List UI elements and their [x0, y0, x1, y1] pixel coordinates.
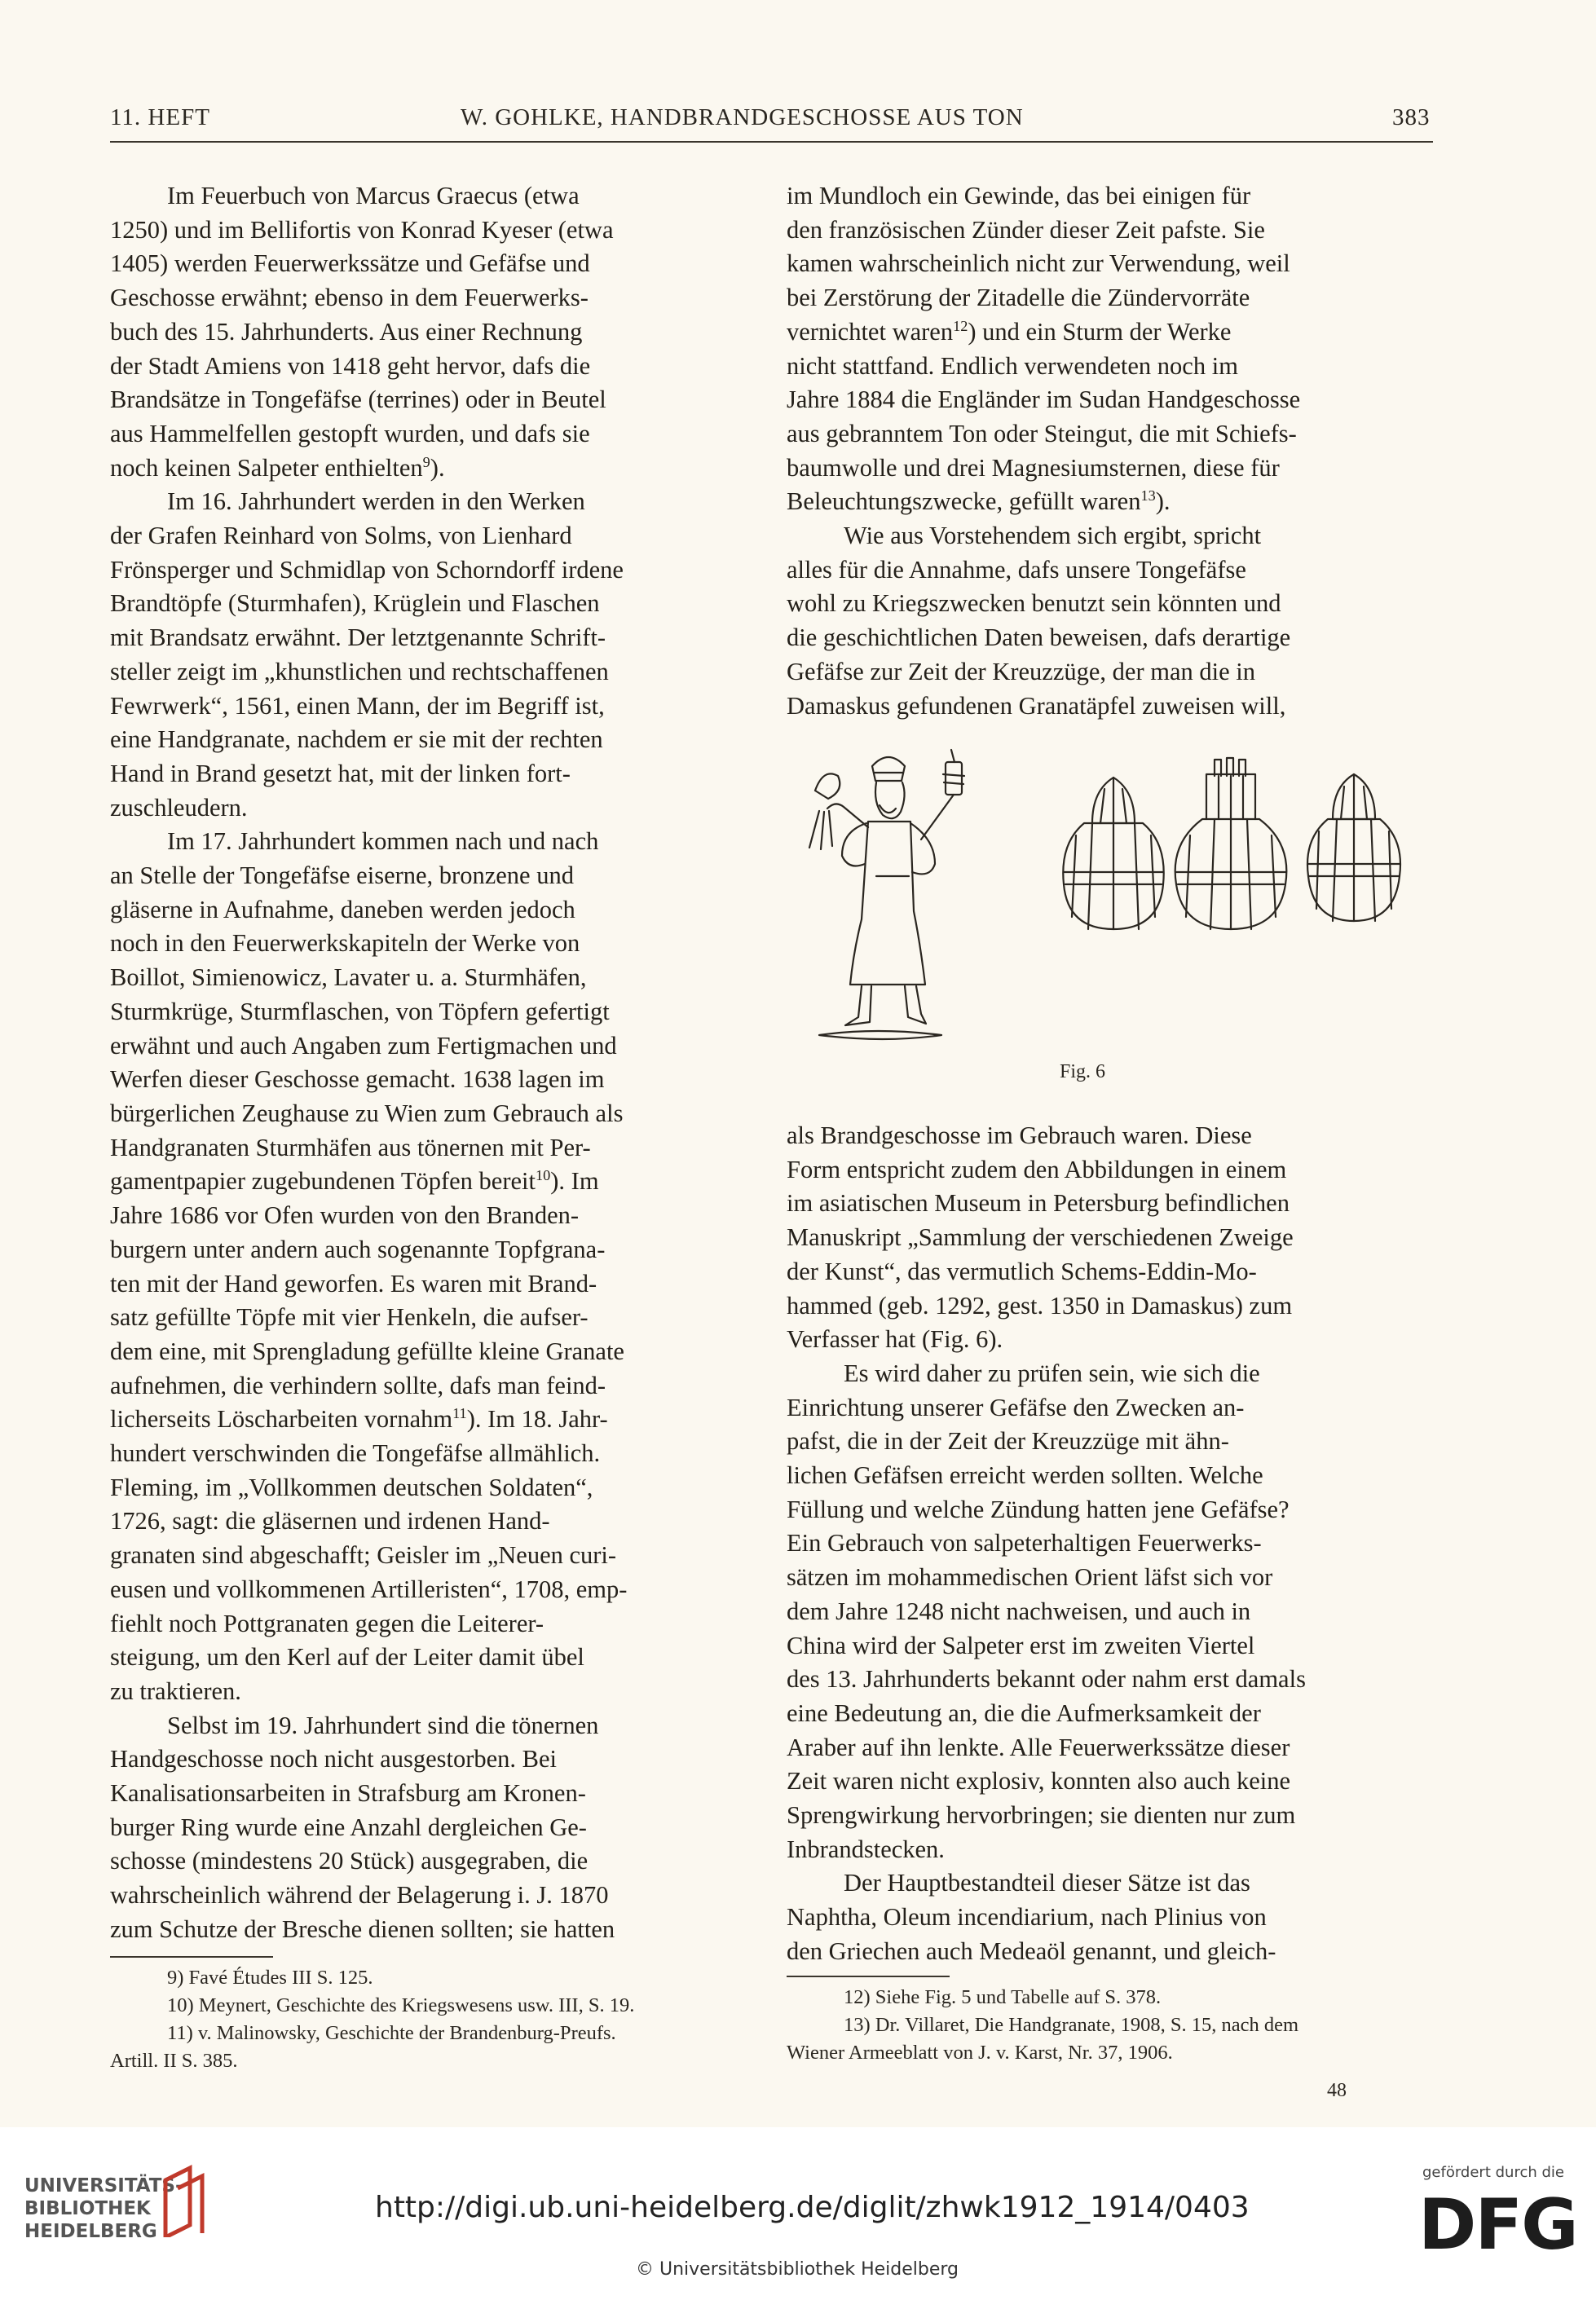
footnote: 13) Dr. Villaret, Die Handgranate, 1908, S. 15, nach dem Wiener Armeeblatt von J. v. Karst, Nr. 37, 1906. — [787, 2014, 1299, 2064]
text: Im Feuerbuch von Marcus Graecus (etwa 1250) und im Bellifortis von Konrad Kyeser (etwa 1405) werden Feuerwerkssätze und Gefäfse und Geschosse erwähnt; ebenso in dem Feuerwerks- buch des 15. Jahrhunderts. Aus einer Rechnung der Stadt Amiens von 1418 geht hervor, dafs die Brandsätze in Tongefäfse (terrines) oder in Beutel aus Hammelfellen gestopft wurden, und dafs sie noch keinen Salpeter enthielten — [110, 182, 614, 482]
text: ). Im Jahre 1686 vor Ofen wurden von den Branden- burgern unter andern auch sogenannte Topfgrana- ten mit der Hand geworfen. Es waren mit Brand- satz gefüllte Töpfe mit vier Henkeln, die aufser- dem eine, mit Sprengladung gefüllte kleine Granate aufnehmen, die verhindern sollte, dafs man feind- licherseits Löscharbeiten vornahm — [110, 1167, 624, 1434]
paragraph: Der Hauptbestandteil dieser Sätze ist das Naphtha, Oleum incendiarium, nach Plinius von den Griechen auch Medeaöl genannt, und gleich- — [787, 1869, 1276, 1965]
funded-by-label: gefördert durch die — [1422, 2164, 1564, 2181]
thrower-figure — [809, 750, 964, 1039]
library-logo-icon — [161, 2164, 210, 2237]
footnote-rule — [787, 1976, 950, 1977]
footnote: 9) Favé Études III S. 125. — [167, 1967, 373, 1989]
signature-mark: 48 — [1327, 2080, 1347, 2101]
header-rule — [110, 141, 1433, 143]
paragraph: Es wird daher zu prüfen sein, wie sich die Einrichtung unserer Gefäfse den Zwecken an- pafst, die in der Zeit der Kreuzzüge mit ähn- lichen Gefäfsen erreicht werden sollten. Welche Füllung und welche Zündung hatten jene Gefäfse? Ein Gebrauch von salpeterhaltigen Feuerwerks- sätzen im mohammedischen Orient läfst sich vor dem Jahre 1248 nicht nachweisen, und auch in China wird der Salpeter erst im zweiten Viertel des 13. Jahrhunderts bekannt oder nahm erst damals eine Bedeutung an, die die Aufmerksamkeit der Araber auf ihn lenkte. Alle Feuerwerkssätze dieser Zeit waren nicht explosiv, konnten also auch keine Sprengwirkung hervorbringen; sie dienten nur zum Inbrandstecken. — [787, 1359, 1306, 1863]
right-column-top — [787, 179, 1431, 723]
paragraph — [787, 179, 1431, 519]
text: Im 17. Jahrhundert kommen nach und nach an Stelle der Tongefäfse eiserne, bronzene und gläserne in Aufnahme, daneben werden jedoch noch in den Feuerwerkskapiteln der Werke von Boillot, Simienowicz, Lavater u. a. Sturmhäfen, Sturmkrüge, Sturmflaschen, von Töpfern gefertigt erwähnt und auch Angaben zum Fertigmachen und Werfen dieser Geschosse gemacht. 1638 lagen im bürgerlichen Zeughause zu Wien zum Gebrauch als Handgranaten Sturmhäfen aus tönernen mit Per- gamentpapier zugebundenen Töpfen bereit — [110, 827, 624, 1196]
footnote-ref[interactable]: 10 — [535, 1167, 551, 1184]
footnote-ref[interactable]: 13 — [1140, 487, 1156, 505]
library-name: UNIVERSITÄTS- BIBLIOTHEK HEIDELBERG — [24, 2175, 183, 2242]
clay-vessel-1 — [1063, 778, 1163, 929]
text: ). — [1155, 487, 1171, 516]
right-footnotes — [787, 1984, 1431, 2067]
clay-vessel-2 — [1175, 758, 1287, 929]
text: ) und ein Sturm der Werke nicht stattfand. Endlich verwendeten noch im Jahre 1884 die Engländer im Sudan Handgeschosse aus gebranntem Ton oder Steingut, die mit Schiefs- baumwolle und drei Magnesiumsternen, diese für Beleuchtungszwecke, gefüllt waren — [787, 317, 1301, 516]
issue-label: 11. HEFT — [110, 104, 210, 130]
paragraph — [110, 179, 754, 485]
footnote-ref[interactable]: 9 — [422, 453, 430, 470]
dfg-logo: DFG — [1418, 2184, 1577, 2266]
paragraph: als Brandgeschosse im Gebrauch waren. Diese Form entspricht zudem den Abbildungen in einem im asiatischen Museum in Petersburg befindlichen Manuskript „Sammlung der verschiedenen Zweige der Kunst“, das vermutlich Schems-Eddin-Mo- hammed (geb. 1292, gest. 1350 in Damaskus) zum Verfasser hat (Fig. 6). — [787, 1121, 1294, 1354]
paragraph: Wie aus Vorstehendem sich ergibt, spricht alles für die Annahme, dafs unsere Tongefäfse wohl zu Kriegszwecken benutzt sein könnten und die geschichtlichen Daten beweisen, dafs derartige Gefäfse zur Zeit der Kreuzzüge, der man die in Damaskus gefundenen Granatäpfel zuweisen will, — [787, 522, 1291, 720]
right-column-bottom — [787, 1119, 1431, 1969]
footnote: 11) v. Malinowsky, Geschichte der Brandenburg-Preufs. Artill. II S. 385. — [110, 2022, 616, 2072]
paragraph: Selbst im 19. Jahrhundert sind die tönernen Handgeschosse noch nicht ausgestorben. Bei Kanalisationsarbeiten in Strafsburg am Kronen- burger Ring wurde eine Anzahl dergleichen Ge- schosse (mindestens 20 Stück) ausgegraben, die wahrscheinlich während der Belagerung i. J. 1870 zum Schutze der Bresche dienen sollten; sie hatten — [110, 1711, 615, 1943]
footnote: 10) Meynert, Geschichte des Kriegswesens usw. III, S. 19. — [167, 1994, 635, 2016]
footnote-ref[interactable]: 12 — [953, 317, 968, 334]
footnote-rule — [110, 1956, 273, 1958]
paragraph — [110, 825, 754, 1708]
paragraph: Im 16. Jahrhundert werden in den Werken der Grafen Reinhard von Solms, von Lienhard Frönsperger und Schmidlap von Schorndorff irdene Brandtöpfe (Sturmhafen), Krüglein und Flaschen mit Brandsatz erwähnt. Der letztgenannte Schrift- steller zeigt im „khunstlichen und rechtschaffenen Fewrwerk“, 1561, einen Mann, der im Begriff ist, eine Handgranate, nachdem er sie mit der rechten Hand in Brand gesetzt hat, mit der linken fort- zuschleudern. — [110, 487, 624, 822]
text: ). Im 18. Jahr- hundert verschwinden die Tongefäfse allmählich. Fleming, im „Vollkommen deutschen Soldaten“, 1726, sagt: die gläsernen und irdenen Hand- granaten sind abgeschafft; Geisler im „Neuen curi- eusen und vollkommenen Artilleristen“, 1708, emp- fiehlt noch Pottgranaten gegen die Leiterer- steigung, um den Kerl auf der Leiter damit übel zu traktieren. — [110, 1405, 628, 1705]
left-column — [110, 179, 754, 1947]
figure-6-illustration — [770, 742, 1439, 1060]
text: ). — [430, 453, 445, 482]
left-footnotes — [110, 1964, 754, 2075]
running-title: W. GOHLKE, HANDBRANDGESCHOSSE AUS TON — [461, 104, 1024, 130]
text: im Mundloch ein Gewinde, das bei einigen für den französischen Zünder dieser Zeit pafste. Sie kamen wahrscheinlich nicht zur Verwendung, weil bei Zerstörung der Zitadelle die Zündervorräte vernichtet waren — [787, 182, 1290, 346]
footnote-ref[interactable]: 11 — [452, 1405, 467, 1422]
clay-vessel-3 — [1307, 774, 1400, 921]
copyright-notice: © Universitätsbibliothek Heidelberg — [636, 2259, 959, 2280]
footnote: 12) Siehe Fig. 5 und Tabelle auf S. 378. — [844, 1986, 1162, 2008]
permalink-url[interactable]: http://digi.ub.uni-heidelberg.de/diglit/zhwk1912_1914/0403 — [375, 2191, 1250, 2224]
page-number: 383 — [1392, 104, 1431, 130]
figure-caption: Fig. 6 — [1060, 1061, 1106, 1082]
